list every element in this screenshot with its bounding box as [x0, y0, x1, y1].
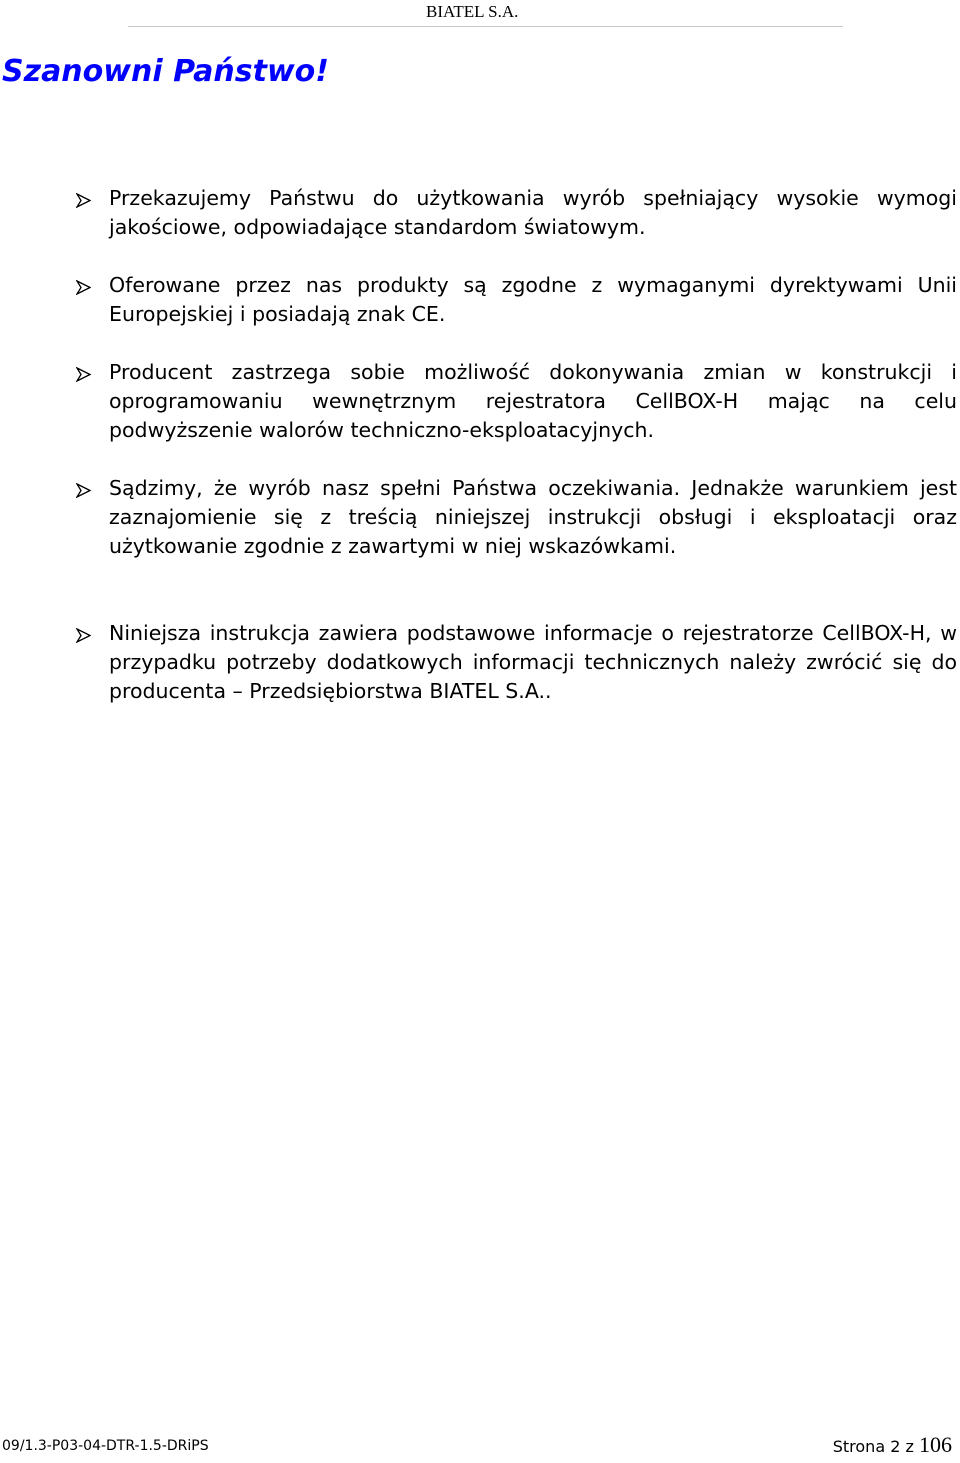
- page-separator: z: [905, 1437, 914, 1456]
- page-footer: [0, 1420, 960, 1463]
- bullet-text: Sądzimy, że wyrób nasz spełni Państwa oczekiwania. Jednakże warunkiem jest zaznajomienie się z treścią niniejszej instrukcji obsługi i eksploatacji oraz użytkowanie zgodnie z zawartymi w niej wskazówkami.: [109, 476, 957, 558]
- bullet-text: Producent zastrzega sobie możliwość dokonywania zmian w konstrukcji i oprogramowaniu wewnętrznym rejestratora CellBOX-H mając na celu podwyższenie walorów techniczno-eksploatacyjnych.: [109, 360, 957, 442]
- bullet-text: Przekazujemy Państwu do użytkowania wyrób spełniający wysokie wymogi jakościowe, odpowiadające standardom światowym.: [109, 186, 957, 239]
- page-title: Szanowni Państwo!: [2, 54, 329, 89]
- arrowhead-bullet-icon: [76, 628, 91, 643]
- page-current: 2: [890, 1437, 901, 1456]
- page-total: 106: [919, 1432, 952, 1457]
- arrowhead-bullet-icon: [76, 280, 91, 295]
- document-code: 09/1.3-P03-04-DTR-1.5-DRiPS: [2, 1438, 209, 1454]
- page-label: Strona: [832, 1437, 886, 1456]
- bullet-text: Oferowane przez nas produkty są zgodne z wymaganymi dyrektywami Unii Europejskiej i posiadają znak CE.: [109, 273, 957, 326]
- arrowhead-bullet-icon: [76, 483, 91, 498]
- arrowhead-bullet-icon: [76, 367, 91, 382]
- header-company: BIATEL S.A.: [426, 2, 519, 21]
- page-number: [833, 1432, 952, 1458]
- arrowhead-bullet-icon: [76, 193, 91, 208]
- bullet-text: Niniejsza instrukcja zawiera podstawowe informacje o rejestratorze CellBOX-H, w przypadku potrzeby dodatkowych informacji technicznych należy zwrócić się do producenta – Przedsiębiorstwa BIATEL S.A..: [109, 621, 957, 703]
